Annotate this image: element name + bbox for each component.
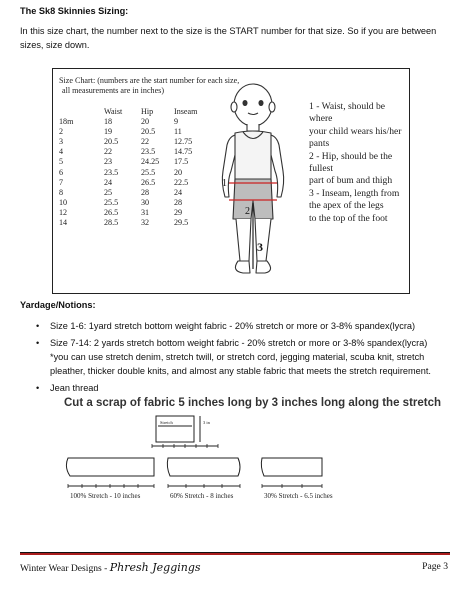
caption-100-stretch: 100% Stretch - 10 inches <box>70 492 141 500</box>
table-cell-hip: 23.5 <box>141 147 156 157</box>
yardage-item-thread <box>34 381 460 395</box>
table-cell-hip: 32 <box>141 218 150 228</box>
table-cell-waist: 22 <box>104 147 113 157</box>
table-cell-size: 5 <box>59 157 64 167</box>
table-cell-hip: 22 <box>141 137 150 147</box>
table-cell-hip: 28 <box>141 187 150 197</box>
caption-60-stretch: 60% Stretch - 8 inches <box>170 492 234 500</box>
column-size <box>59 107 73 228</box>
footer-rule <box>20 552 450 555</box>
yardage-item-text: • Size 7-14: 2 yards stretch bottom weight fabric - 20% stretch or more or 3-8% spandex(lycra) <box>50 338 428 348</box>
table-cell-size: 2 <box>59 127 64 137</box>
yardage-item-text: pleather, thicker double knits, and almost any stable fabric that meets the stretch requirement. <box>50 366 431 376</box>
caption-30-stretch: 30% Stretch - 6.5 inches <box>264 492 333 500</box>
size-chart-table <box>59 107 209 247</box>
table-cell-waist: 20.5 <box>104 137 119 147</box>
stretch-guide-diagram <box>60 412 430 504</box>
note-line: the apex of the legs <box>309 200 384 212</box>
table-cell-inseam: 20 <box>174 167 183 177</box>
child-figure-illustration <box>205 79 305 287</box>
table-cell-size: 8 <box>59 187 64 197</box>
table-cell-inseam: 11 <box>174 127 182 137</box>
yardage-item-text: *you can use stretch denim, stretch twill, or stretch cord, jegging material, scuba knit, stretch <box>50 352 425 362</box>
table-cell-waist: 23 <box>104 157 113 167</box>
stretch-guide-title: Cut a scrap of fabric 5 inches long by 3 inches long along the stretch <box>64 397 442 409</box>
table-cell-hip: 30 <box>141 197 150 207</box>
yardage-item-size-1-6 <box>34 319 460 333</box>
note-line: 1 - Waist, should be where <box>309 101 386 125</box>
size-chart-title-line-1: Size Chart: (numbers are the start number for each size, <box>59 76 240 85</box>
stretched-scrap-30 <box>261 458 322 476</box>
table-header-waist: Waist <box>104 107 123 116</box>
table-cell-inseam: 28 <box>174 197 183 207</box>
yardage-item-text: • Jean thread <box>50 383 99 393</box>
page-number: Page 3 <box>422 561 448 572</box>
table-header-size <box>59 107 73 117</box>
table-cell-waist: 23.5 <box>104 167 119 177</box>
table-cell-size: 10 <box>59 197 68 207</box>
column-hip <box>141 107 159 228</box>
stretched-scrap-60 <box>167 458 240 476</box>
yardage-item-size-7-14 <box>34 336 460 378</box>
table-cell-hip: 31 <box>141 207 150 217</box>
table-cell-inseam: 9 <box>174 117 179 127</box>
column-waist <box>104 107 122 228</box>
note-line: your child wears his/her pants <box>309 125 402 150</box>
stretched-scrap-100 <box>66 458 154 476</box>
table-cell-inseam: 12.75 <box>174 137 193 147</box>
size-chart-title-line-2: all measurements are in inches) <box>62 86 165 96</box>
column-inseam <box>174 107 197 228</box>
table-cell-inseam: 29.5 <box>174 218 189 228</box>
yardage-list <box>34 319 460 395</box>
intro-line-1: In this size chart, the number next to the size is the START number for that size. So if you are between <box>20 26 437 36</box>
size-chart-figure <box>52 68 410 294</box>
table-cell-size: 12 <box>59 207 68 217</box>
table-cell-inseam: 24 <box>174 187 183 197</box>
table-header-inseam: Inseam <box>174 107 198 116</box>
table-cell-hip: 25.5 <box>141 167 156 177</box>
table-cell-inseam: 14.75 <box>174 147 193 157</box>
table-cell-waist: 19 <box>104 127 113 137</box>
table-cell-waist: 26.5 <box>104 207 119 217</box>
table-cell-hip: 24.25 <box>141 157 160 167</box>
table-cell-hip: 20.5 <box>141 127 156 137</box>
table-cell-waist: 25.5 <box>104 197 119 207</box>
figure-label-1: 1 <box>222 178 227 189</box>
table-cell-hip: 26.5 <box>141 177 156 187</box>
table-cell-size: 7 <box>59 177 64 187</box>
note-line: 2 - Hip, should be the fullest <box>309 150 393 175</box>
note-line: to the top of the foot <box>309 212 388 224</box>
figure-label-3: 3 <box>257 240 263 254</box>
table-cell-waist: 24 <box>104 177 113 187</box>
table-cell-hip: 20 <box>141 117 150 127</box>
table-header-hip: Hip <box>141 107 154 116</box>
table-cell-inseam: 17.5 <box>174 157 189 167</box>
table-cell-inseam: 29 <box>174 207 183 217</box>
intro-paragraph <box>20 24 460 52</box>
yardage-item-text: • Size 1-6: 1yard stretch bottom weight fabric - 20% stretch or more or 3-8% spandex(lycra) <box>50 321 416 331</box>
measurement-notes <box>309 101 409 225</box>
table-cell-size: 18m <box>59 117 74 127</box>
page-heading: The Sk8 Skinnies Sizing: <box>20 6 129 16</box>
table-cell-size: 4 <box>59 147 64 157</box>
footer-left <box>20 561 201 574</box>
pattern-name-signature: Phresh Jeggings <box>109 561 201 574</box>
sample-stretch-label: Stretch <box>160 420 173 425</box>
note-line: 3 - Inseam, length from <box>309 187 400 199</box>
table-cell-waist: 18 <box>104 117 113 127</box>
table-cell-size: 6 <box>59 167 64 177</box>
table-cell-size: 14 <box>59 218 68 228</box>
figure-label-2: 2 <box>245 206 250 217</box>
table-cell-waist: 25 <box>104 187 113 197</box>
yardage-heading: Yardage/Notions: <box>20 300 96 310</box>
note-line: part of bum and thigh <box>309 175 393 187</box>
table-cell-inseam: 22.5 <box>174 177 189 187</box>
footer-brand: Winter Wear Designs - <box>20 563 110 574</box>
sample-height-label: 3 in <box>203 420 210 425</box>
table-cell-waist: 28.5 <box>104 218 119 228</box>
intro-line-2: sizes, size down. <box>20 40 90 50</box>
table-cell-size: 3 <box>59 137 64 147</box>
